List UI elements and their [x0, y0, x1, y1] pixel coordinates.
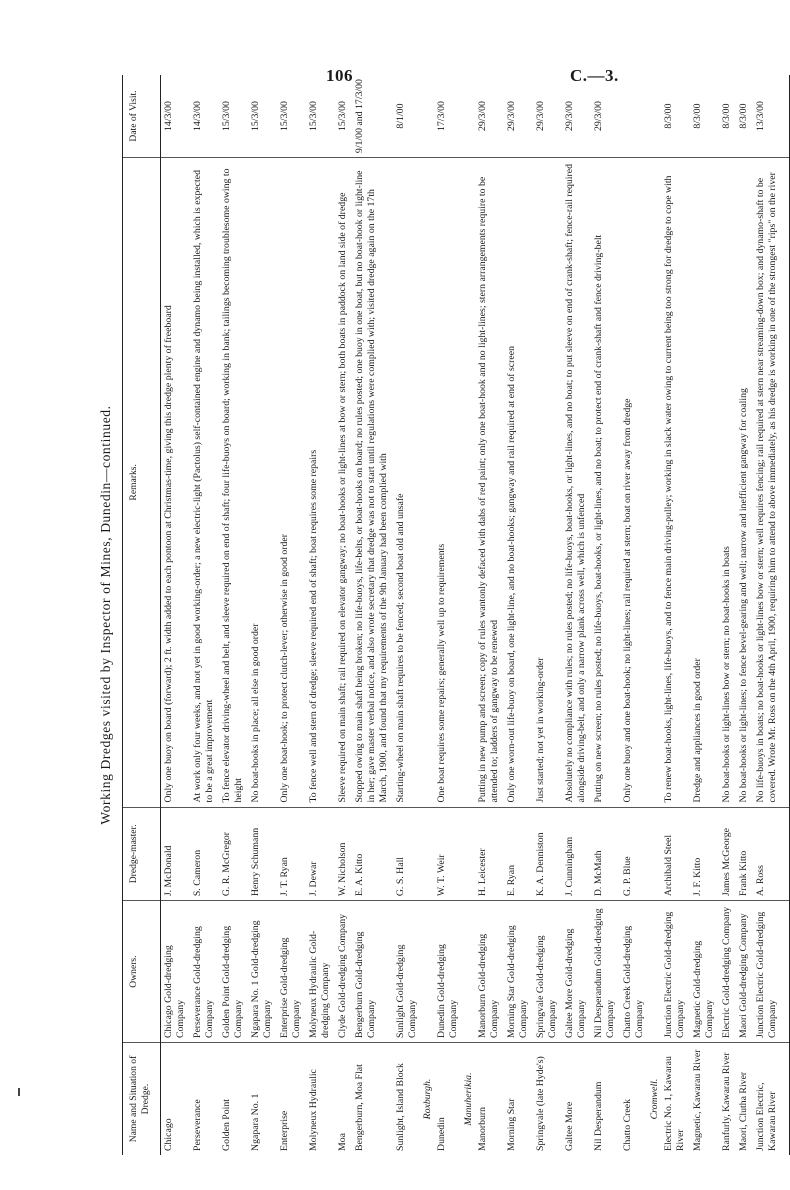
owners-cell: Morning Star Gold-dredging Company [504, 901, 533, 1043]
table-row [248, 75, 277, 1155]
section-row [463, 75, 475, 1155]
dredge-master-cell: Archibald Steel [661, 807, 690, 901]
remarks-cell: Only one boat-hook; to protect clutch-lever; otherwise in good order [277, 158, 306, 807]
dredge-master-cell: W. Nicholson [335, 807, 352, 901]
remarks-cell: Putting in new pump and screen; copy of rules wantonly defaced with dabs of red paint; only one boat-hook and no light-lines; stern arrangements require to be attended to; ladders of gangway to be renewed [475, 158, 504, 807]
remarks-cell: Putting on new screen; no rules posted; no life-buoys, boat-hooks, or light-lines, and no boat; to protect end of crank-shaft and fence driving-belt [591, 158, 620, 807]
dredge-name: Morning Star [506, 1098, 517, 1151]
page-number: 106 [326, 66, 353, 85]
remarks-cell: No boat-hooks or light-lines; to fence bevel-gearing and well; narrow and inefficient gangway for coaling [736, 158, 753, 807]
table-row [533, 75, 562, 1155]
remarks-cell: To fence elevator driving-wheel and belt, and sleeve required on end of shaft; four life-buoys on board; working in bank; tailings becoming troublesome owing to height [219, 158, 248, 807]
dredge-master-cell: D. McMath [591, 807, 620, 901]
owners-cell: Golden Point Gold-dredging Company [219, 901, 248, 1043]
dredge-name: Nil Desperandum [593, 1081, 604, 1151]
table-row [562, 75, 591, 1155]
owners-cell: Maori Gold-dredging Company [736, 901, 753, 1043]
date-cell: 15/3/00 [306, 75, 335, 158]
table-body [161, 75, 790, 1155]
date-cell: 14/3/00 [190, 75, 219, 158]
dredge-name: Maori, Clutha River [738, 1071, 749, 1151]
dredge-name: Junction Electric, Kawarau River [753, 1043, 790, 1156]
dredge-name: Chatto Creek [622, 1099, 633, 1151]
owners-cell: Electric Gold-dredging Company [719, 901, 736, 1043]
section-spacer [649, 807, 661, 901]
dredge-name: Manorburn [477, 1106, 488, 1151]
date-cell: 8/3/00 [736, 75, 753, 158]
dredge-name: Moa [337, 1133, 348, 1151]
table-row [504, 75, 533, 1155]
remarks-cell: To fence well and stern of dredge; sleeve required end of shaft; boat requires some repairs [306, 158, 335, 807]
dredge-master-cell: J. McDonald [161, 807, 191, 901]
dredge-name: Ranfurly, Kawarau River [721, 1052, 732, 1151]
dredge-master-cell: J. Dewar [306, 807, 335, 901]
section-spacer [463, 158, 475, 807]
table-row [161, 75, 191, 1155]
dredge-name: Sunlight, Island Block [395, 1063, 406, 1151]
owners-cell: Perseverance Gold-dredging Company [190, 901, 219, 1043]
document-reference: C.—3. [570, 66, 619, 85]
header-owners: Owners. [123, 901, 161, 1043]
header-remarks: Remarks. [123, 158, 161, 807]
date-cell: 15/3/00 [335, 75, 352, 158]
date-cell: 9/1/00 and 17/3/00 [352, 75, 393, 158]
date-cell: 29/3/00 [591, 75, 620, 158]
dredge-master-cell: G. R. McGregor [219, 807, 248, 901]
dredge-name: Magnetic, Kawarau River [692, 1049, 703, 1151]
table-row [690, 75, 719, 1155]
dredge-name: Bengerburn, Moa Flat [354, 1064, 365, 1151]
owners-cell: Galtee More Gold-dredging Company [562, 901, 591, 1043]
remarks-cell: No life-buoys in boats; no boat-hooks or light-lines bow or stern; well requires fencing; rail required at stern near streaming-down box; and dynamo-shaft to be covered. Wrote Mr. Ross on the 4th April, 1900, requiring him to attend to above immediately, as his dredge is working in one of the strongest "rips" on the river [753, 158, 790, 807]
remarks-cell: Stopped owing to main shaft being broken; no life-buoys, life-belts, or boat-hooks on board; no rules posted; one buoy in one boat, but no boat-hook or light-line in her; gave master verbal notice, and also wrote secretary that dredge was not to start until regulations were complied with; visited dredge again on the 17th March, 1900, and found that my requirements of the 9th January had been complied with [352, 158, 393, 807]
date-cell: 8/3/00 [661, 75, 690, 158]
dredge-master-cell: J. T. Ryan [277, 807, 306, 901]
section-heading: Cromwell. [649, 1078, 660, 1120]
owners-cell: Chicago Gold-dredging Company [161, 901, 191, 1043]
owners-cell: Junction Electric Gold-dredging Company [661, 901, 690, 1043]
dredge-master-cell: S. Cameron [190, 807, 219, 901]
dredge-master-cell: G. S. Hall [393, 807, 422, 901]
date-cell: 8/3/00 [690, 75, 719, 158]
table-row [591, 75, 620, 1155]
section-heading: Roxburgh. [422, 1078, 433, 1120]
remarks-cell: Sleeve required on main shaft; rail required on elevator gangway; no boat-hooks or light-lines at bow or stern; both boats in paddock on land side of dredge [335, 158, 352, 807]
dredge-name: Perseverance [192, 1099, 203, 1151]
dredge-master-cell: E. Ryan [504, 807, 533, 901]
section-spacer [463, 901, 475, 1043]
dredge-name: Ngapara No. 1 [250, 1093, 261, 1151]
table-row [335, 75, 352, 1155]
owners-cell: Manorburn Gold-dredging Company [475, 901, 504, 1043]
date-cell: 8/3/00 [719, 75, 736, 158]
remarks-cell: Only one buoy on board (forward); 2 ft. width added to each pontoon at Christmas-time, giving this dredge plenty of freeboard [161, 158, 191, 807]
section-heading: Manuherikia. [463, 1072, 474, 1126]
header-date: Date of Visit. [123, 75, 161, 158]
remarks-cell: Just started; not yet in working-order [533, 158, 562, 807]
date-cell: 15/3/00 [277, 75, 306, 158]
owners-cell: Springvale Gold-dredging Company [533, 901, 562, 1043]
date-cell: 17/3/00 [434, 75, 463, 158]
table-row [277, 75, 306, 1155]
remarks-cell: Dredge and appliances in good order [690, 158, 719, 807]
dredge-master-cell: E. A. Kitto [352, 807, 393, 901]
dredge-master-cell: G. P. Blue [620, 807, 649, 901]
section-spacer [422, 158, 434, 807]
dredge-master-cell: W. T. Weir [434, 807, 463, 901]
rotated-table-area [96, 75, 778, 1155]
owners-cell: Junction Electric Gold-dredging Company [753, 901, 790, 1043]
dredge-name: Golden Point [221, 1099, 232, 1151]
dredge-master-cell: J. Cunningham [562, 807, 591, 901]
date-cell: 29/3/00 [562, 75, 591, 158]
dredges-table [122, 75, 790, 1155]
owners-cell: Ngapara No. 1 Gold-dredging Company [248, 901, 277, 1043]
table-header-row [123, 75, 161, 1155]
date-cell: 8/1/00 [393, 75, 422, 158]
section-spacer [422, 75, 434, 158]
table-row [434, 75, 463, 1155]
date-cell: 29/3/00 [475, 75, 504, 158]
section-spacer [649, 75, 661, 158]
dredge-master-cell: Henry Schumann [248, 807, 277, 901]
table-row [475, 75, 504, 1155]
dredge-master-cell: H. Leicester [475, 807, 504, 901]
date-cell: 13/3/00 [753, 75, 790, 158]
date-cell: 29/3/00 [504, 75, 533, 158]
dredge-name: Galtee More [564, 1101, 575, 1151]
dredge-master-cell: Frank Kitto [736, 807, 753, 901]
section-spacer [463, 807, 475, 901]
dredge-name: Molyneux Hydraulic [308, 1069, 319, 1151]
dredge-name: Enterprise [279, 1110, 290, 1151]
section-spacer [649, 158, 661, 807]
table-title: Working Dredges visited by Inspector of Mines, Dunedin—continued. [98, 405, 113, 825]
table-row [352, 75, 393, 1155]
table-row [190, 75, 219, 1155]
section-row [422, 75, 434, 1155]
remarks-cell: No boat-hooks or light-lines bow or stern; no boat-hooks in boats [719, 158, 736, 807]
table-row [736, 75, 753, 1155]
remarks-cell: To renew boat-hooks, light-lines, life-buoys, and to fence main driving-pulley; working in slack water owing to current being too strong for dredge to cope with [661, 158, 690, 807]
table-row [753, 75, 790, 1155]
dredge-master-cell: J. F. Kitto [690, 807, 719, 901]
dredge-name: Electric No. 1, Kawarau River [663, 1056, 686, 1151]
owners-cell: Dunedin Gold-dredging Company [434, 901, 463, 1043]
dredge-name: Chicago [163, 1118, 174, 1151]
date-cell: 29/3/00 [533, 75, 562, 158]
remarks-cell: No boat-hooks in place; all else in good order [248, 158, 277, 807]
owners-cell: Chatto Creek Gold-dredging Company [620, 901, 649, 1043]
dredge-name: Dunedin [436, 1117, 447, 1151]
date-cell [620, 75, 649, 158]
header-name: Name and Situation of Dredge. [123, 1043, 161, 1156]
section-spacer [649, 901, 661, 1043]
margin-mark [18, 1088, 20, 1096]
section-spacer [422, 807, 434, 901]
remarks-cell: Only one worn-out life-buoy on board, one light-line, and no boat-hooks; gangway and rail required at end of screen [504, 158, 533, 807]
section-row [649, 75, 661, 1155]
date-cell: 14/3/00 [161, 75, 191, 158]
section-spacer [463, 75, 475, 158]
owners-cell: Bengerburn Gold-dredging Company [352, 901, 393, 1043]
table-row [620, 75, 649, 1155]
header-dredge-master: Dredge-master. [123, 807, 161, 901]
owners-cell: Enterprise Gold-dredging Company [277, 901, 306, 1043]
table-row [219, 75, 248, 1155]
owners-cell: Sunlight Gold-dredging Company [393, 901, 422, 1043]
remarks-cell: One boat requires some repairs; generally well up to requirements [434, 158, 463, 807]
dredge-master-cell: K. A. Denniston [533, 807, 562, 901]
dredge-master-cell: A. Ross [753, 807, 790, 901]
remarks-cell: Absolutely no compliance with rules; no rules posted; no life-buoys, boat-hooks, or light-lines, and no boat; to put sleeve on end of crank-shaft; fence-rail required alongside driving-belt, and only a narrow plank across well, which is unfenced [562, 158, 591, 807]
date-cell: 15/3/00 [248, 75, 277, 158]
owners-cell: Clyde Gold-dredging Company [335, 901, 352, 1043]
remarks-cell: Starting-wheel on main shaft requires to be fenced; second boat old and unsafe [393, 158, 422, 807]
dredge-master-cell: James McGeorge [719, 807, 736, 901]
table-row [306, 75, 335, 1155]
table-row [719, 75, 736, 1155]
table-row [393, 75, 422, 1155]
owners-cell: Nil Desperandum Gold-dredging Company [591, 901, 620, 1043]
owners-cell: Magnetic Gold-dredging Company [690, 901, 719, 1043]
dredge-name: Springvale (late Hyde's) [535, 1056, 546, 1151]
table-row [661, 75, 690, 1155]
date-cell: 15/3/00 [219, 75, 248, 158]
owners-cell: Molyneux Hydraulic Gold-dredging Company [306, 901, 335, 1043]
remarks-cell: At work only four weeks, and not yet in good working-order; a new electric-light (Pactolus) self-contained engine and dynamo being installed, which is expected to be a great improvement [190, 158, 219, 807]
section-spacer [422, 901, 434, 1043]
remarks-cell: Only one buoy and one boat-hook; no light-lines; rail required at stern; boat on river away from dredge [620, 158, 649, 807]
